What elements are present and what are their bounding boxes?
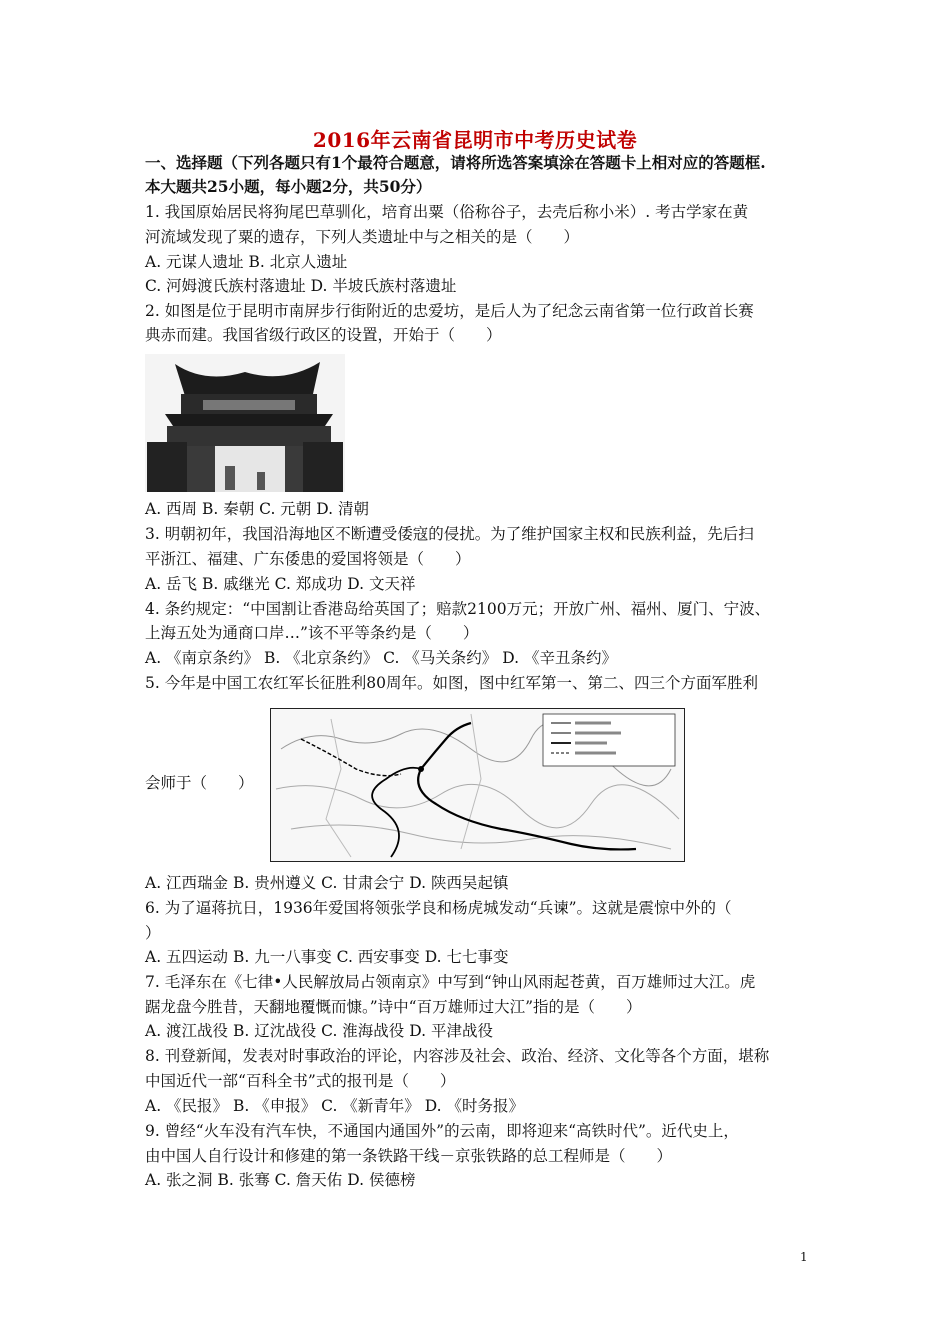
question-8-options: A. 《民报》 B. 《申报》 C. 《新青年》 D. 《时务报》 bbox=[145, 1097, 524, 1115]
question-1-options-1: A. 元谋人遗址 B. 北京人遗址 bbox=[145, 253, 348, 271]
long-march-route-map bbox=[270, 708, 685, 862]
question-9-line-2: 由中国人自行设计和修建的第一条铁路干线－京张铁路的总工程师是（ ） bbox=[145, 1147, 673, 1165]
question-7-options: A. 渡江战役 B. 辽沈战役 C. 淮海战役 D. 平津战役 bbox=[145, 1022, 493, 1040]
question-2-line-2: 典赤而建。我国省级行政区的设置，开始于（ ） bbox=[145, 326, 502, 344]
question-9-line-1: 9. 曾经“火车没有汽车快，不通国内通国外”的云南，即将迎来“高铁时代”。近代史上， bbox=[145, 1122, 739, 1140]
question-5-line-2: 会师于（ ） bbox=[145, 774, 254, 792]
question-8-line-1: 8. 刊登新闻，发表对时事政治的评论，内容涉及社会、政治、经济、文化等各个方面，堪称 bbox=[145, 1047, 770, 1065]
question-9-options: A. 张之洞 B. 张骞 C. 詹天佑 D. 侯德榜 bbox=[145, 1171, 416, 1189]
question-7-line-1: 7. 毛泽东在《七律•人民解放局占领南京》中写到“钟山风雨起苍黄，百万雄师过大江。虎 bbox=[145, 973, 756, 991]
question-1-line-1: 1. 我国原始居民将狗尾巴草驯化，培育出粟（俗称谷子，去壳后称小米）. 考古学家在黄 bbox=[145, 203, 749, 221]
question-3-line-1: 3. 明朝初年，我国沿海地区不断遭受倭寇的侵扰。为了维护国家主权和民族利益，先后扫 bbox=[145, 525, 754, 543]
question-2-options: A. 西周 B. 秦朝 C. 元朝 D. 清朝 bbox=[145, 500, 369, 518]
question-5-line-1: 5. 今年是中国工农红军长征胜利80周年。如图，图中红军第一、第二、四三个方面军胜利 bbox=[145, 674, 758, 692]
question-1-options-2: C. 河姆渡氏族村落遗址 D. 半坡氏族村落遗址 bbox=[145, 277, 457, 295]
question-7-line-2: 踞龙盘今胜昔，天翻地覆慨而慷。”诗中“百万雄师过大江”指的是（ ） bbox=[145, 998, 642, 1016]
question-4-options: A. 《南京条约》 B. 《北京条约》 C. 《马关条约》 D. 《辛丑条约》 bbox=[145, 649, 617, 667]
question-1-line-2: 河流域发现了粟的遗存，下列人类遗址中与之相关的是（ ） bbox=[145, 228, 580, 246]
question-8-line-2: 中国近代一部“百科全书”式的报刊是（ ） bbox=[145, 1072, 456, 1090]
question-6-line-2: ） bbox=[145, 924, 161, 942]
question-3-line-2: 平浙江、福建、广东倭患的爱国将领是（ ） bbox=[145, 550, 471, 568]
section-heading-line-2: 本大题共25小题，每小题2分，共50分） bbox=[145, 177, 432, 196]
question-4-line-2: 上海五处为通商口岸…”该不平等条约是（ ） bbox=[145, 624, 479, 642]
question-5-options: A. 江西瑞金 B. 贵州遵义 C. 甘肃会宁 D. 陕西吴起镇 bbox=[145, 874, 509, 892]
question-6-options: A. 五四运动 B. 九一八事变 C. 西安事变 D. 七七事变 bbox=[145, 948, 509, 966]
question-2-line-1: 2. 如图是位于昆明市南屏步行街附近的忠爱坊，是后人为了纪念云南省第一位行政首长赛 bbox=[145, 302, 754, 320]
question-3-options: A. 岳飞 B. 戚继光 C. 郑成功 D. 文天祥 bbox=[145, 575, 416, 593]
page-number: 1 bbox=[800, 1250, 808, 1264]
question-4-line-1: 4. 条约规定：“中国割让香港岛给英国了；赔款2100万元；开放广州、福州、厦门、宁波、 bbox=[145, 600, 771, 618]
memorial-archway-image bbox=[145, 354, 345, 492]
section-heading-line-1: 一、选择题（下列各题只有1个最符合题意，请将所选答案填涂在答题卡上相对应的答题框. bbox=[145, 153, 766, 172]
question-6-line-1: 6. 为了逼蒋抗日，1936年爱国将领张学良和杨虎城发动“兵谏”。这就是震惊中外的（ bbox=[145, 899, 732, 917]
exam-title: 2016年云南省昆明市中考历史试卷 bbox=[312, 128, 638, 152]
